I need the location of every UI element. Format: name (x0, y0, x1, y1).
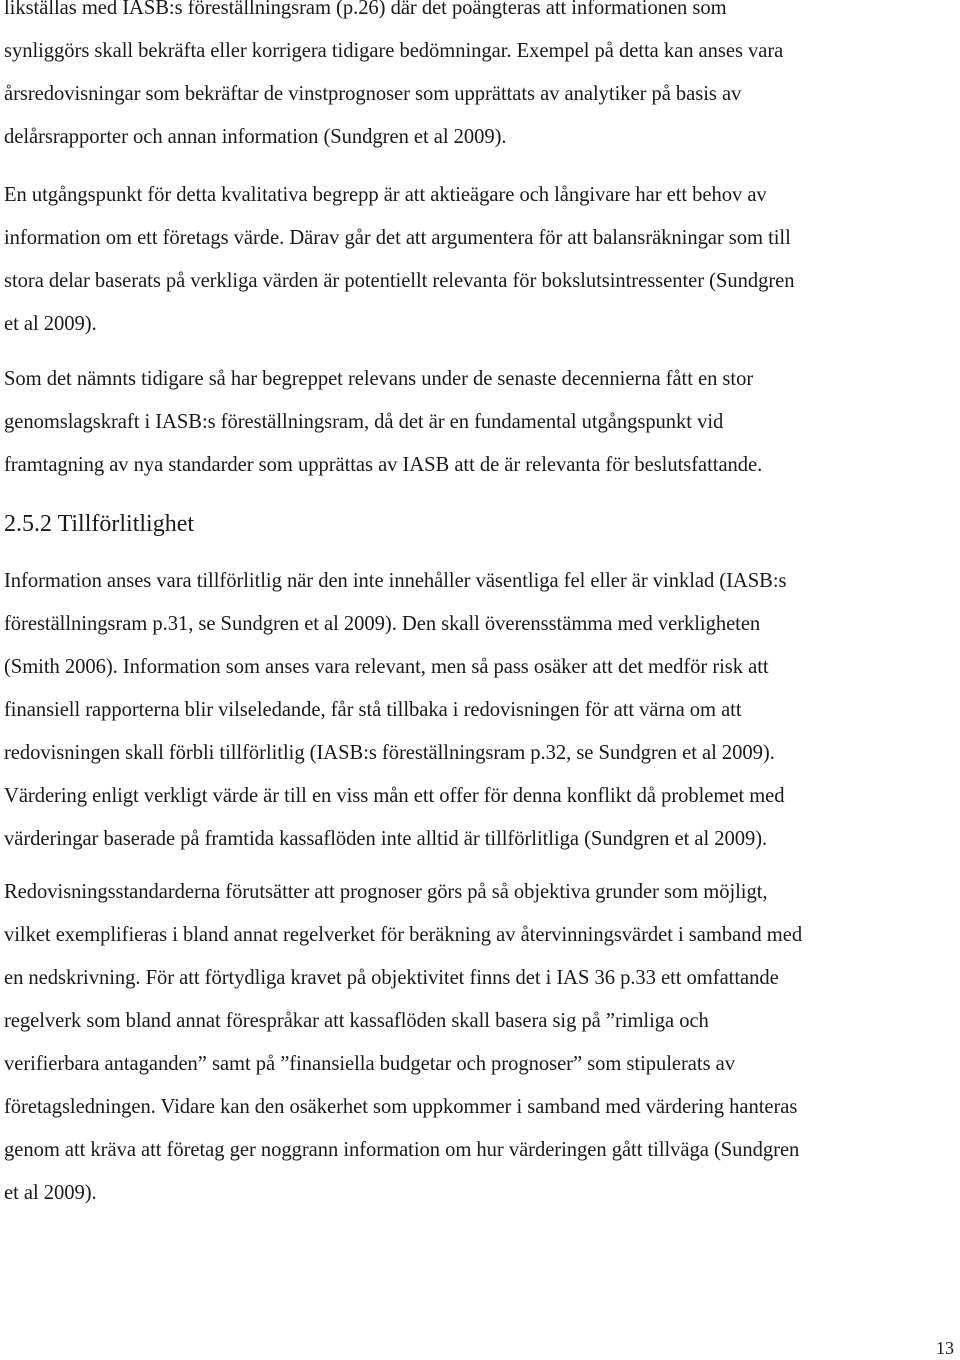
page-number: 13 (936, 1338, 954, 1358)
text-line: årsredovisningar som bekräftar de vinstprognoser som upprättats av analytiker på basis av (4, 83, 742, 105)
paragraph-1 (4, 0, 958, 159)
text-line: föreställningsram p.31, se Sundgren et al 2009). Den skall överensstämma med verkligheten (4, 613, 761, 635)
text-line: genomslagskraft i IASB:s föreställningsram, då det är en fundamental utgångspunkt vid (4, 411, 724, 433)
section-heading: 2.5.2 Tillförlitlighet (4, 511, 195, 537)
text-line: värderingar baserade på framtida kassaflöden inte alltid är tillförlitliga (Sundgren et al 2009). (4, 828, 768, 850)
text-line: verifierbara antaganden” samt på ”finansiella budgetar och prognoser” som stipulerats av (4, 1053, 735, 1075)
text-line: framtagning av nya standarder som upprättas av IASB att de är relevanta för beslutsfattande. (4, 454, 763, 476)
text-line: information om ett företags värde. Därav går det att argumentera för att balansräkningar som till (4, 227, 791, 249)
paragraph-3 (4, 358, 958, 487)
paragraph-2 (4, 174, 958, 346)
text-line: likställas med IASB:s föreställningsram (p.26) där det poängteras att informationen som (4, 0, 727, 19)
document-page (4, 0, 960, 1360)
text-line: vilket exemplifieras i bland annat regelverket för beräkning av återvinningsvärdet i samband med (4, 924, 803, 946)
text-line: Som det nämnts tidigare så har begreppet relevans under de senaste decennierna fått en stor (4, 368, 754, 390)
paragraph-4 (4, 560, 958, 861)
text-line: delårsrapporter och annan information (Sundgren et al 2009). (4, 126, 507, 148)
text-line: et al 2009). (4, 313, 97, 335)
paragraph-5 (4, 871, 958, 1215)
text-line: företagsledningen. Vidare kan den osäkerhet som uppkommer i samband med värdering hanteras (4, 1096, 798, 1118)
text-line: finansiell rapporterna blir vilseledande, får stå tillbaka i redovisningen för att värna om att (4, 699, 742, 721)
text-line: (Smith 2006). Information som anses vara relevant, men så pass osäker att det medför risk att (4, 656, 769, 678)
text-line: redovisningen skall förbli tillförlitlig (IASB:s föreställningsram p.32, se Sundgren et al 2009). (4, 742, 775, 764)
text-line: En utgångspunkt för detta kvalitativa begrepp är att aktieägare och långivare har ett behov av (4, 184, 767, 206)
text-line: Information anses vara tillförlitlig när den inte innehåller väsentliga fel eller är vinklad (IASB:s (4, 570, 787, 592)
text-line: Värdering enligt verkligt värde är till en viss mån ett offer för denna konflikt då problemet med (4, 785, 785, 807)
text-line: regelverk som bland annat förespråkar att kassaflöden skall basera sig på ”rimliga och (4, 1010, 709, 1032)
text-line: et al 2009). (4, 1182, 97, 1204)
text-line: Redovisningsstandarderna förutsätter att prognoser görs på så objektiva grunder som möjligt, (4, 881, 768, 903)
text-line: synliggörs skall bekräfta eller korrigera tidigare bedömningar. Exempel på detta kan anses vara (4, 40, 784, 62)
text-line: en nedskrivning. För att förtydliga kravet på objektivitet finns det i IAS 36 p.33 ett omfattande (4, 967, 779, 989)
text-line: stora delar baserats på verkliga värden är potentiellt relevanta för bokslutsintressenter (Sundgren (4, 270, 795, 292)
text-line: genom att kräva att företag ger noggrann information om hur värderingen gått tillväga (Sundgren (4, 1139, 800, 1161)
